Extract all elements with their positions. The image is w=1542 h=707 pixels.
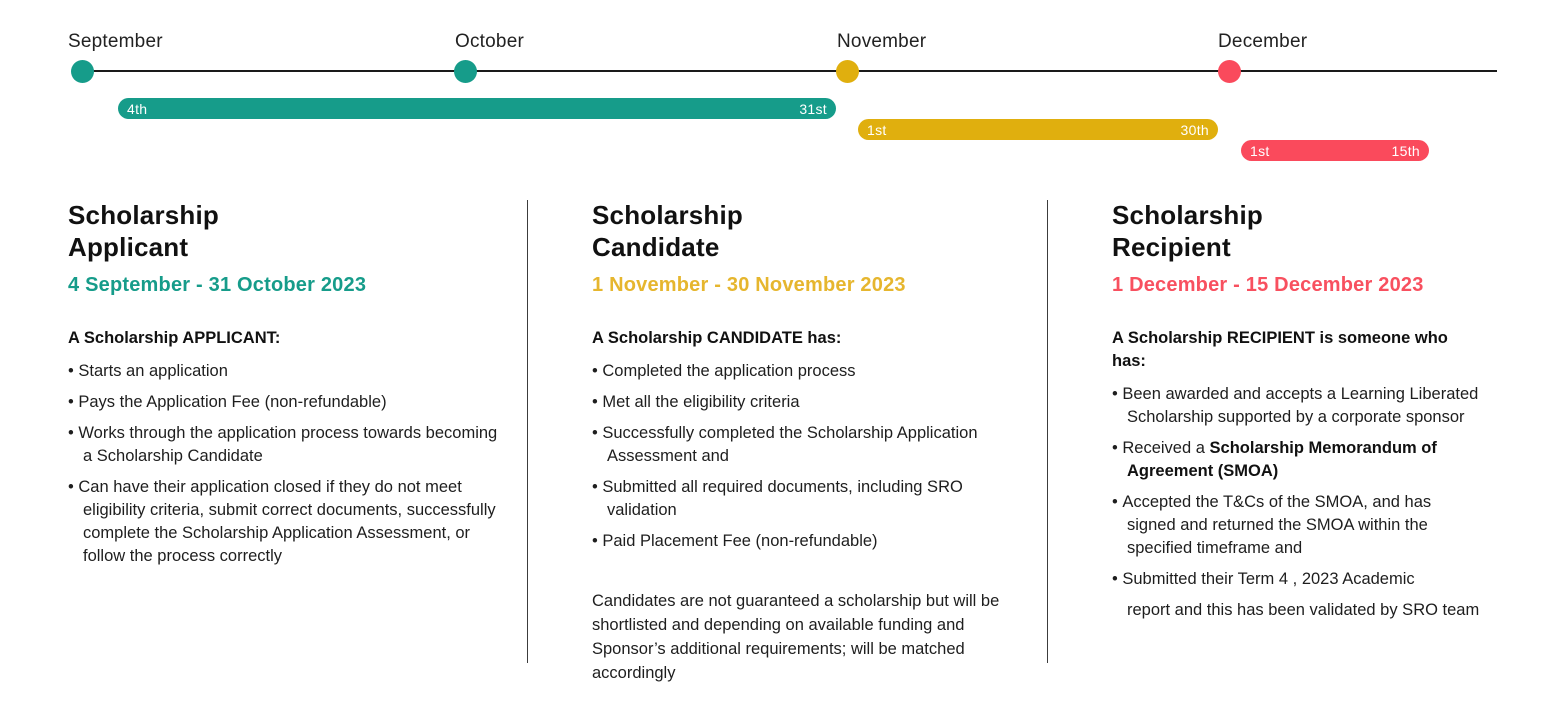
bullet-item: • Successfully completed the Scholarship Application Assessment and: [592, 422, 1020, 468]
bar-start-label: 1st: [1250, 142, 1270, 159]
candidate-note: Candidates are not guaranteed a scholarship but will be shortlisted and depending on available funding and Sponsor’s additional requirements; will be matched accordingly: [592, 592, 1000, 682]
bullet-item: • Met all the eligibility criteria: [592, 391, 1020, 414]
bullet-item: • Been awarded and accepts a Learning Liberated Scholarship supported by a corporate sponsor: [1112, 383, 1480, 429]
timeline-dot-september: [71, 60, 94, 83]
column-date-range: 1 November - 30 November 2023: [592, 274, 906, 296]
timeline-bar-applicant: [118, 98, 836, 119]
column-title: [1112, 199, 1480, 263]
bar-end-label: 15th: [1391, 142, 1420, 159]
title-line-2: Recipient: [1112, 232, 1231, 262]
column-date-range: 4 September - 31 October 2023: [68, 274, 367, 296]
timeline-axis-line: [83, 70, 1497, 72]
column-bullet-list: [592, 360, 1020, 553]
month-label-december: December: [1218, 31, 1308, 52]
column-divider-1: [527, 200, 528, 663]
column-heading: A Scholarship APPLICANT:: [68, 329, 281, 347]
title-line-2: Applicant: [68, 232, 189, 262]
bullet-item: • Pays the Application Fee (non-refundable): [68, 391, 506, 414]
column-title: [592, 199, 1020, 263]
bullet-item: • Completed the application process: [592, 360, 1020, 383]
timeline-dot-december: [1218, 60, 1241, 83]
column-title: [68, 199, 506, 263]
timeline-dot-october: [454, 60, 477, 83]
bar-start-label: 4th: [127, 100, 148, 117]
column-scholarship-applicant: [68, 199, 506, 576]
title-line-1: Scholarship: [592, 200, 744, 230]
title-line-1: Scholarship: [68, 200, 220, 230]
bullet-item: [1112, 568, 1480, 622]
bar-end-label: 30th: [1180, 121, 1209, 138]
bullet-item: • Paid Placement Fee (non-refundable): [592, 530, 1020, 553]
title-line-2: Candidate: [592, 232, 720, 262]
bullet-item: [1112, 437, 1480, 483]
column-bullet-list: [1112, 383, 1480, 622]
column-bullet-list: [68, 360, 506, 568]
column-scholarship-candidate: [592, 199, 1020, 685]
bullet-item: • Submitted all required documents, including SRO validation: [592, 476, 1020, 522]
bar-start-label: 1st: [867, 121, 887, 138]
bullet-item: • Starts an application: [68, 360, 506, 383]
bar-end-label: 31st: [799, 100, 827, 117]
bullet-item: • Accepted the T&Cs of the SMOA, and has signed and returned the SMOA within the specified timeframe and: [1112, 491, 1480, 560]
bullet-text: Submitted their Term 4 , 2023 Academic: [1122, 570, 1415, 588]
bullet-item: • Works through the application process towards becoming a Scholarship Candidate: [68, 422, 506, 468]
column-divider-2: [1047, 200, 1048, 663]
month-label-november: November: [837, 31, 927, 52]
bullet-bold-text: Scholarship Memorandum of Agreement (SMOA): [1127, 439, 1437, 480]
month-label-october: October: [455, 31, 524, 52]
bullet-item: • Can have their application closed if they do not meet eligibility criteria, submit correct documents, successfully complete the Scholarship Application Assessment, or follow the process correctly: [68, 476, 506, 568]
bullet-text-continued: report and this has been validated by SRO team: [1127, 601, 1480, 619]
timeline-bar-recipient: [1241, 140, 1429, 161]
month-label-september: September: [68, 31, 163, 52]
column-heading: A Scholarship CANDIDATE has:: [592, 329, 842, 347]
bullet-text: Received a: [1122, 439, 1210, 457]
column-date-range: 1 December - 15 December 2023: [1112, 274, 1424, 296]
column-heading: A Scholarship RECIPIENT is someone who has:: [1112, 329, 1448, 370]
title-line-1: Scholarship: [1112, 200, 1264, 230]
timeline-bar-candidate: [858, 119, 1218, 140]
timeline-dot-november: [836, 60, 859, 83]
column-scholarship-recipient: [1112, 199, 1480, 630]
